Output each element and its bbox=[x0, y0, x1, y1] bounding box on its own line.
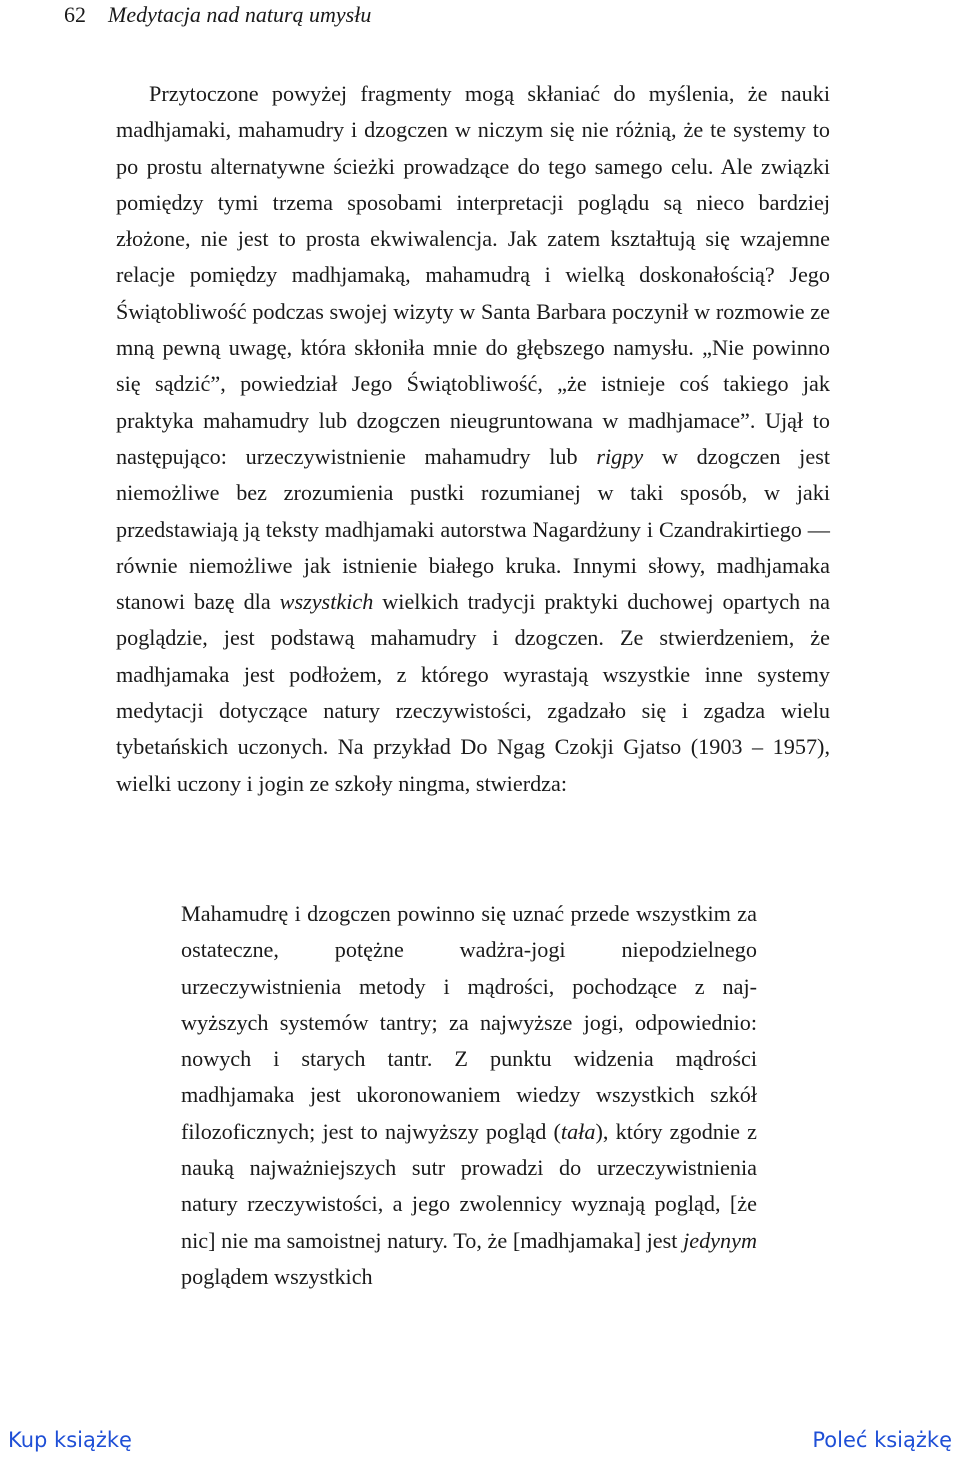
paragraph-text: wielkich tradycji praktyki duchowej opartych na poglądzie, jest podstawą mahamudry i dzogczen. Ze stwierdzeniem, że madhjamaka jest podłożem, z którego wyrastają wszystkie inne systemy medytacji dotyczące natury rzeczywistości, zgadzało się i zgadza wielu tybetańskich uczonych. Na przykład Do Ngag Czokji Gjatso (1903 – 1957), wielki uczony i jogin ze szkoły ningma, stwierdza: bbox=[116, 589, 830, 796]
quote-text: Mahamudrę i dzogczen powinno się uznać przede wszystkim za ostateczne, potężne wadżra-jogi niepodzielnego urzeczywistnienia metody i mądrości, pochodzące z najwyższych systemów tantry; za najwyższe jogi, odpowiednio: nowych i starych tantr. Z punktu widzenia mądrości madhjamaka jest ukoronowaniem wiedzy wszystkich szkół filozoficznych; jest to najwyższy pogląd ( bbox=[181, 901, 757, 1144]
italic-term: wszystkich bbox=[279, 589, 374, 615]
running-head bbox=[64, 2, 371, 28]
main-text bbox=[116, 76, 830, 802]
block-quote bbox=[181, 896, 757, 1295]
quote-text: ), który zgodnie z nauką najważniejszych sutr prowadzi do urzeczywistnienia natury rzeczywistości, a jego zwolennicy wyznają pogląd, [że nic] nie ma samoistnej natury. To, że [madhjamaka] jest bbox=[181, 1118, 757, 1253]
italic-term: jedynym bbox=[683, 1227, 757, 1253]
paragraph bbox=[116, 76, 830, 802]
page-number: 62 bbox=[64, 2, 86, 27]
quote-text: poglądem wszystkich bbox=[181, 1263, 373, 1289]
book-title: Medytacja nad naturą umysłu bbox=[108, 2, 372, 27]
quote-paragraph bbox=[181, 896, 757, 1295]
recommend-book-link[interactable]: Poleć książkę bbox=[812, 1428, 952, 1452]
buy-book-link[interactable]: Kup książkę bbox=[8, 1428, 132, 1452]
paragraph-text: w dzogczen jest niemożliwe bez zrozumienia pustki rozumianej w taki sposób, w jaki przedstawiają ją teksty madhjamaki autorstwa Nagardżuny i Czandrakirtiego — równie niemożliwe jak istnienie białego kruka. Innymi słowy, madhjamaka stanowi bazę dla bbox=[116, 443, 830, 615]
italic-term: tała bbox=[560, 1118, 596, 1144]
italic-term: rigpy bbox=[596, 443, 644, 469]
paragraph-text: Przytoczone powyżej fragmenty mogą skłaniać do myślenia, że nauki madhjamaki, mahamudry i dzogczen w niczym się nie różnią, że te systemy to po prostu alternatywne ścieżki prowadzące do tego samego celu. Ale związki pomiędzy tymi trzema sposobami interpretacji poglądu są nieco bardziej złożone, nie jest to prosta ekwiwalencja. Jak zatem kształtują się wzajemne relacje pomiędzy madhjamaką, mahamudrą i wielką doskonałością? Jego Świątobliwość podczas swojej wizyty w Santa Barbara poczynił w rozmowie ze mną pewną uwagę, która skłoniła mnie do głębszego namysłu. „Nie powinno się sądzić”, powiedział Jego Świątobliwość, „że istnieje coś takiego jak praktyka mahamudry lub dzogczen nieugruntowana w madhjamace”. Ujął to następująco: urzeczywistnienie mahamudry lub bbox=[116, 81, 830, 469]
